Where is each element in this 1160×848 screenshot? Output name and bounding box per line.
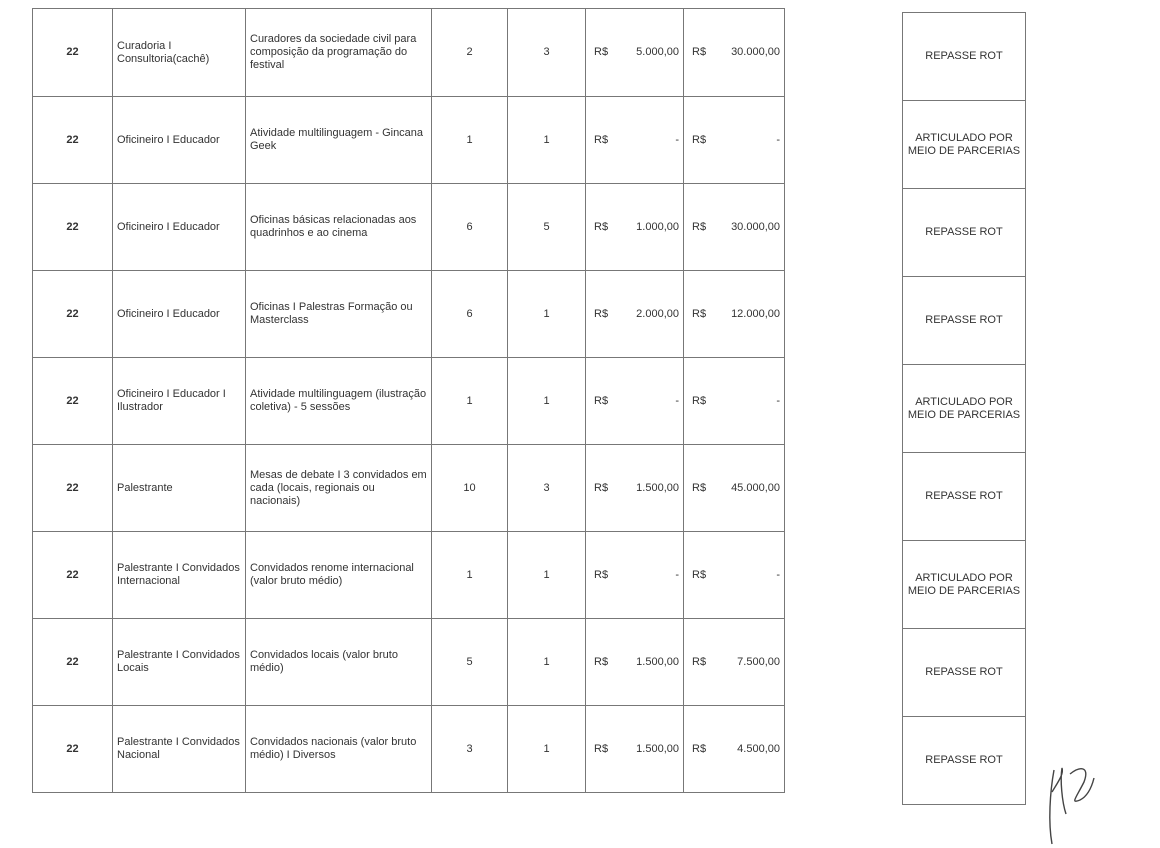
quantity-cell: 6 — [432, 271, 508, 358]
total-amount: - — [776, 394, 780, 407]
total-amount: 7.500,00 — [737, 655, 780, 668]
unit-amount: - — [675, 394, 679, 407]
total-currency: R$ — [692, 133, 707, 146]
quantity-cell: 3 — [432, 706, 508, 793]
unit-amount: 1.500,00 — [636, 742, 679, 755]
table-row — [33, 184, 785, 271]
total-value-cell — [684, 358, 785, 445]
total-currency: R$ — [692, 220, 707, 233]
unit-value-cell — [586, 445, 684, 532]
budget-table — [32, 8, 785, 793]
unit-value-cell — [586, 532, 684, 619]
description-cell: Oficinas básicas relacionadas aos quadrinhos e ao cinema — [246, 184, 432, 271]
funding-row — [903, 541, 1026, 629]
unit-currency: R$ — [594, 220, 609, 233]
total-currency: R$ — [692, 568, 707, 581]
funding-row — [903, 13, 1026, 101]
function-cell: Oficineiro I Educador — [113, 184, 246, 271]
total-amount: 4.500,00 — [737, 742, 780, 755]
unit-currency: R$ — [594, 46, 609, 58]
item-cell: 22 — [33, 445, 113, 532]
unit-amount: - — [675, 568, 679, 581]
funding-source-cell: ARTICULADO POR MEIO DE PARCERIAS — [903, 101, 1026, 189]
unit-value-cell — [586, 619, 684, 706]
funding-source-cell: REPASSE ROT — [903, 717, 1026, 805]
description-cell: Curadores da sociedade civil para composição da programação do festival — [246, 9, 432, 97]
total-value-cell — [684, 184, 785, 271]
total-value-cell — [684, 9, 785, 97]
days-cell: 3 — [508, 9, 586, 97]
quantity-cell: 6 — [432, 184, 508, 271]
item-cell: 22 — [33, 706, 113, 793]
unit-currency: R$ — [594, 742, 609, 755]
function-cell: Curadoria I Consultoria(cachê) — [113, 9, 246, 97]
quantity-cell: 5 — [432, 619, 508, 706]
item-cell: 22 — [33, 97, 113, 184]
table-row — [33, 532, 785, 619]
total-value-cell — [684, 532, 785, 619]
funding-source-table — [902, 12, 1026, 805]
total-amount: - — [776, 133, 780, 146]
unit-currency: R$ — [594, 394, 609, 407]
funding-source-cell: ARTICULADO POR MEIO DE PARCERIAS — [903, 365, 1026, 453]
table-row — [33, 619, 785, 706]
total-value-cell — [684, 97, 785, 184]
unit-value-cell — [586, 706, 684, 793]
description-cell: Convidados nacionais (valor bruto médio) I Diversos — [246, 706, 432, 793]
funding-row — [903, 629, 1026, 717]
total-currency: R$ — [692, 394, 707, 407]
unit-value-cell — [586, 9, 684, 97]
unit-currency: R$ — [594, 133, 609, 146]
funding-source-cell: REPASSE ROT — [903, 189, 1026, 277]
unit-value-cell — [586, 184, 684, 271]
days-cell: 1 — [508, 706, 586, 793]
total-currency: R$ — [692, 655, 707, 668]
quantity-cell: 2 — [432, 9, 508, 97]
days-cell: 5 — [508, 184, 586, 271]
total-currency: R$ — [692, 481, 707, 494]
total-value-cell — [684, 271, 785, 358]
funding-row — [903, 189, 1026, 277]
days-cell: 1 — [508, 271, 586, 358]
description-cell: Oficinas I Palestras Formação ou Masterclass — [246, 271, 432, 358]
total-amount: 45.000,00 — [731, 481, 780, 494]
days-cell: 1 — [508, 97, 586, 184]
total-currency: R$ — [692, 46, 707, 58]
unit-amount: 1.500,00 — [636, 481, 679, 494]
unit-currency: R$ — [594, 568, 609, 581]
funding-source-cell: REPASSE ROT — [903, 13, 1026, 101]
quantity-cell: 1 — [432, 532, 508, 619]
description-cell: Atividade multilinguagem - Gincana Geek — [246, 97, 432, 184]
function-cell: Palestrante I Convidados Nacional — [113, 706, 246, 793]
item-cell: 22 — [33, 271, 113, 358]
description-cell: Atividade multilinguagem (ilustração coletiva) - 5 sessões — [246, 358, 432, 445]
table-row — [33, 9, 785, 97]
funding-source-cell: ARTICULADO POR MEIO DE PARCERIAS — [903, 541, 1026, 629]
handwritten-signature — [1040, 752, 1100, 848]
unit-amount: 1.500,00 — [636, 655, 679, 668]
days-cell: 1 — [508, 358, 586, 445]
function-cell: Palestrante I Convidados Locais — [113, 619, 246, 706]
table-row — [33, 97, 785, 184]
days-cell: 1 — [508, 532, 586, 619]
total-amount: 30.000,00 — [731, 46, 780, 58]
total-amount: 12.000,00 — [731, 307, 780, 320]
item-cell: 22 — [33, 619, 113, 706]
funding-row — [903, 101, 1026, 189]
unit-value-cell — [586, 97, 684, 184]
unit-amount: - — [675, 133, 679, 146]
quantity-cell: 10 — [432, 445, 508, 532]
funding-row — [903, 365, 1026, 453]
total-currency: R$ — [692, 742, 707, 755]
item-cell: 22 — [33, 184, 113, 271]
funding-row — [903, 453, 1026, 541]
description-cell: Mesas de debate I 3 convidados em cada (locais, regionais ou nacionais) — [246, 445, 432, 532]
total-amount: 30.000,00 — [731, 220, 780, 233]
unit-value-cell — [586, 271, 684, 358]
unit-currency: R$ — [594, 307, 609, 320]
function-cell: Oficineiro I Educador — [113, 97, 246, 184]
total-value-cell — [684, 619, 785, 706]
unit-amount: 2.000,00 — [636, 307, 679, 320]
item-cell: 22 — [33, 532, 113, 619]
function-cell: Palestrante I Convidados Internacional — [113, 532, 246, 619]
unit-amount: 1.000,00 — [636, 220, 679, 233]
unit-currency: R$ — [594, 481, 609, 494]
funding-row — [903, 277, 1026, 365]
table-row — [33, 706, 785, 793]
total-currency: R$ — [692, 307, 707, 320]
description-cell: Convidados renome internacional (valor bruto médio) — [246, 532, 432, 619]
table-row — [33, 271, 785, 358]
item-cell: 22 — [33, 9, 113, 97]
days-cell: 3 — [508, 445, 586, 532]
function-cell: Palestrante — [113, 445, 246, 532]
funding-source-cell: REPASSE ROT — [903, 629, 1026, 717]
unit-currency: R$ — [594, 655, 609, 668]
description-cell: Convidados locais (valor bruto médio) — [246, 619, 432, 706]
quantity-cell: 1 — [432, 358, 508, 445]
function-cell: Oficineiro I Educador I Ilustrador — [113, 358, 246, 445]
table-row — [33, 358, 785, 445]
function-cell: Oficineiro I Educador — [113, 271, 246, 358]
total-value-cell — [684, 445, 785, 532]
unit-amount: 5.000,00 — [636, 46, 679, 58]
days-cell: 1 — [508, 619, 586, 706]
funding-row — [903, 717, 1026, 805]
quantity-cell: 1 — [432, 97, 508, 184]
total-amount: - — [776, 568, 780, 581]
total-value-cell — [684, 706, 785, 793]
unit-value-cell — [586, 358, 684, 445]
table-row — [33, 445, 785, 532]
item-cell: 22 — [33, 358, 113, 445]
funding-source-cell: REPASSE ROT — [903, 453, 1026, 541]
funding-source-cell: REPASSE ROT — [903, 277, 1026, 365]
